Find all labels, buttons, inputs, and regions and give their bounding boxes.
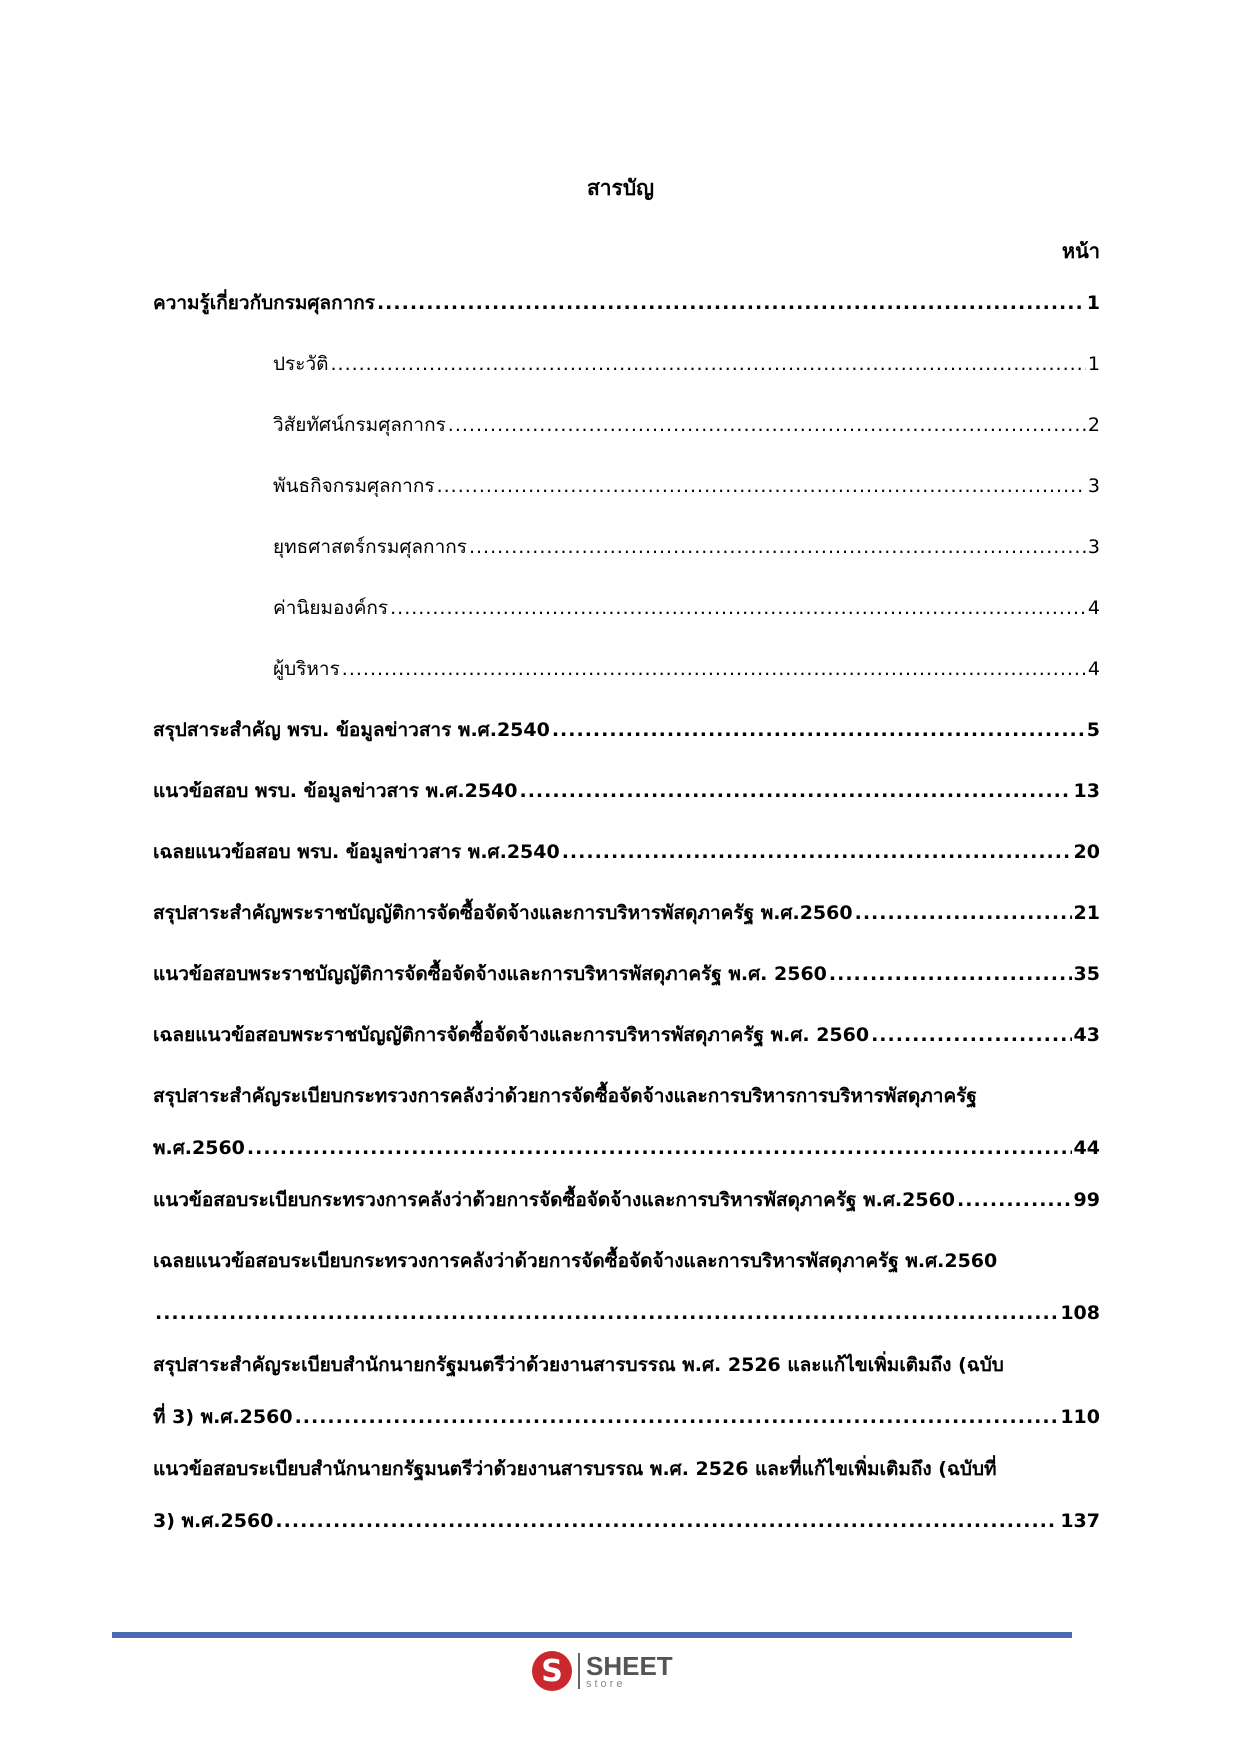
- toc-entry-label-cont: พ.ศ.2560: [153, 1137, 245, 1159]
- toc-entry-page: 2: [1087, 414, 1100, 436]
- dot-leader: [275, 1508, 1058, 1534]
- logo-divider: [578, 1653, 580, 1689]
- toc-entry[interactable]: [153, 961, 1100, 1022]
- dot-leader: [520, 778, 1072, 804]
- toc-subentry[interactable]: [153, 412, 1100, 473]
- toc-entry-label: เฉลยแนวข้อสอบ พรบ. ข้อมูลข่าวสาร พ.ศ.2540: [153, 841, 560, 863]
- dot-leader: [562, 839, 1072, 865]
- toc-entry-page: 5: [1086, 719, 1100, 741]
- toc-entry-label: ประวัติ: [273, 353, 329, 375]
- toc-entry-label: วิสัยทัศน์กรมศุลกากร: [273, 414, 446, 436]
- table-of-contents: [153, 290, 1100, 1560]
- dot-leader: [855, 900, 1072, 926]
- dot-leader: [155, 1300, 1058, 1326]
- toc-entry-label: เฉลยแนวข้อสอบพระราชบัญญัติการจัดซื้อจัดจ้างและการบริหารพัสดุภาครัฐ พ.ศ. 2560: [153, 1024, 870, 1046]
- toc-subentry[interactable]: [153, 351, 1100, 412]
- toc-entry-page: 20: [1073, 841, 1100, 863]
- toc-subentry[interactable]: [153, 656, 1100, 717]
- dot-leader: [377, 290, 1085, 316]
- dot-leader: [330, 351, 1085, 377]
- toc-entry-page: 4: [1087, 597, 1100, 619]
- toc-entry-page: 4: [1087, 658, 1100, 680]
- toc-entry-label: เฉลยแนวข้อสอบระเบียบกระทรวงการคลังว่าด้วยการจัดซื้อจัดจ้างและการบริหารพัสดุภาครัฐ พ.ศ.2560: [153, 1250, 998, 1272]
- toc-entry-label: แนวข้อสอบระเบียบกระทรวงการคลังว่าด้วยการจัดซื้อจัดจ้างและการบริหารพัสดุภาครัฐ พ.ศ.2560: [153, 1189, 956, 1211]
- toc-entry[interactable]: [153, 290, 1100, 351]
- toc-entry-label: สรุปสาระสำคัญพระราชบัญญัติการจัดซื้อจัดจ้างและการบริหารพัสดุภาครัฐ พ.ศ.2560: [153, 902, 853, 924]
- toc-entry-label: แนวข้อสอบระเบียบสำนักนายกรัฐมนตรีว่าด้วยงานสารบรรณ พ.ศ. 2526 และที่แก้ไขเพิ่มเติมถึง (ฉบับที่: [153, 1458, 997, 1480]
- toc-entry-page: 108: [1060, 1302, 1100, 1324]
- toc-entry-label: ยุทธศาสตร์กรมศุลกากร: [273, 536, 467, 558]
- dot-leader: [871, 1022, 1071, 1048]
- toc-entry-label: พันธกิจกรมศุลกากร: [273, 475, 435, 497]
- toc-entry-page: 110: [1060, 1406, 1100, 1428]
- dot-leader: [247, 1135, 1072, 1161]
- toc-entry-page: 3: [1087, 475, 1100, 497]
- dot-leader: [469, 534, 1086, 560]
- toc-subentry[interactable]: [153, 534, 1100, 595]
- toc-entry-page: 35: [1073, 963, 1100, 985]
- page-title: สารบัญ: [586, 176, 655, 200]
- logo-word: SHEET: [586, 1650, 673, 1681]
- toc-entry-page: 3: [1087, 536, 1100, 558]
- toc-entry-page: 1: [1087, 353, 1100, 375]
- dot-leader: [437, 473, 1086, 499]
- footer-rule: [112, 1632, 1072, 1638]
- toc-subentry[interactable]: [153, 473, 1100, 534]
- dot-leader: [295, 1404, 1059, 1430]
- toc-entry[interactable]: [153, 1022, 1100, 1083]
- toc-entry-label: แนวข้อสอบพระราชบัญญัติการจัดซื้อจัดจ้างและการบริหารพัสดุภาครัฐ พ.ศ. 2560: [153, 963, 827, 985]
- toc-entry-label-cont: 3) พ.ศ.2560: [153, 1510, 274, 1532]
- toc-entry-label: ค่านิยมองค์กร: [273, 597, 389, 619]
- page-column-label: หน้า: [1061, 239, 1100, 263]
- toc-entry[interactable]: [153, 1187, 1100, 1248]
- toc-entry-label-cont: ที่ 3) พ.ศ.2560: [153, 1406, 293, 1428]
- toc-entry[interactable]: [153, 839, 1100, 900]
- toc-entry-label: สรุปสาระสำคัญระเบียบกระทรวงการคลังว่าด้วยการจัดซื้อจัดจ้างและการบริหารการบริหารพัสดุภาครัฐ: [153, 1085, 977, 1107]
- toc-entry-label: สรุปสาระสำคัญ พรบ. ข้อมูลข่าวสาร พ.ศ.2540: [153, 719, 550, 741]
- logo-s-icon: S: [532, 1651, 572, 1691]
- dot-leader: [957, 1187, 1072, 1213]
- toc-entry[interactable]: [153, 717, 1100, 778]
- dot-leader: [342, 656, 1086, 682]
- toc-entry[interactable]: [153, 1456, 1100, 1560]
- toc-entry[interactable]: [153, 778, 1100, 839]
- toc-entry-label: ผู้บริหาร: [273, 658, 340, 680]
- sheet-store-logo: [532, 1651, 673, 1691]
- toc-entry-page: 1: [1086, 292, 1100, 314]
- logo-subword: store: [586, 1677, 626, 1690]
- toc-entry-page: 99: [1073, 1189, 1100, 1211]
- toc-entry-page: 21: [1073, 902, 1100, 924]
- toc-entry-page: 13: [1073, 780, 1100, 802]
- toc-entry[interactable]: [153, 1248, 1100, 1352]
- dot-leader: [448, 412, 1086, 438]
- toc-entry[interactable]: [153, 1083, 1100, 1187]
- toc-entry[interactable]: [153, 900, 1100, 961]
- toc-entry[interactable]: [153, 1352, 1100, 1456]
- toc-entry-label: สรุปสาระสำคัญระเบียบสำนักนายกรัฐมนตรีว่าด้วยงานสารบรรณ พ.ศ. 2526 และแก้ไขเพิ่มเติมถึง (ฉบับ: [153, 1354, 1004, 1376]
- toc-entry-page: 137: [1060, 1510, 1100, 1532]
- toc-entry-label: ความรู้เกี่ยวกับกรมศุลกากร: [153, 292, 375, 314]
- toc-entry-page: 43: [1073, 1024, 1100, 1046]
- toc-entry-label: แนวข้อสอบ พรบ. ข้อมูลข่าวสาร พ.ศ.2540: [153, 780, 518, 802]
- dot-leader: [390, 595, 1086, 621]
- toc-entry-page: 44: [1073, 1137, 1100, 1159]
- dot-leader: [829, 961, 1072, 987]
- toc-subentry[interactable]: [153, 595, 1100, 656]
- dot-leader: [552, 717, 1085, 743]
